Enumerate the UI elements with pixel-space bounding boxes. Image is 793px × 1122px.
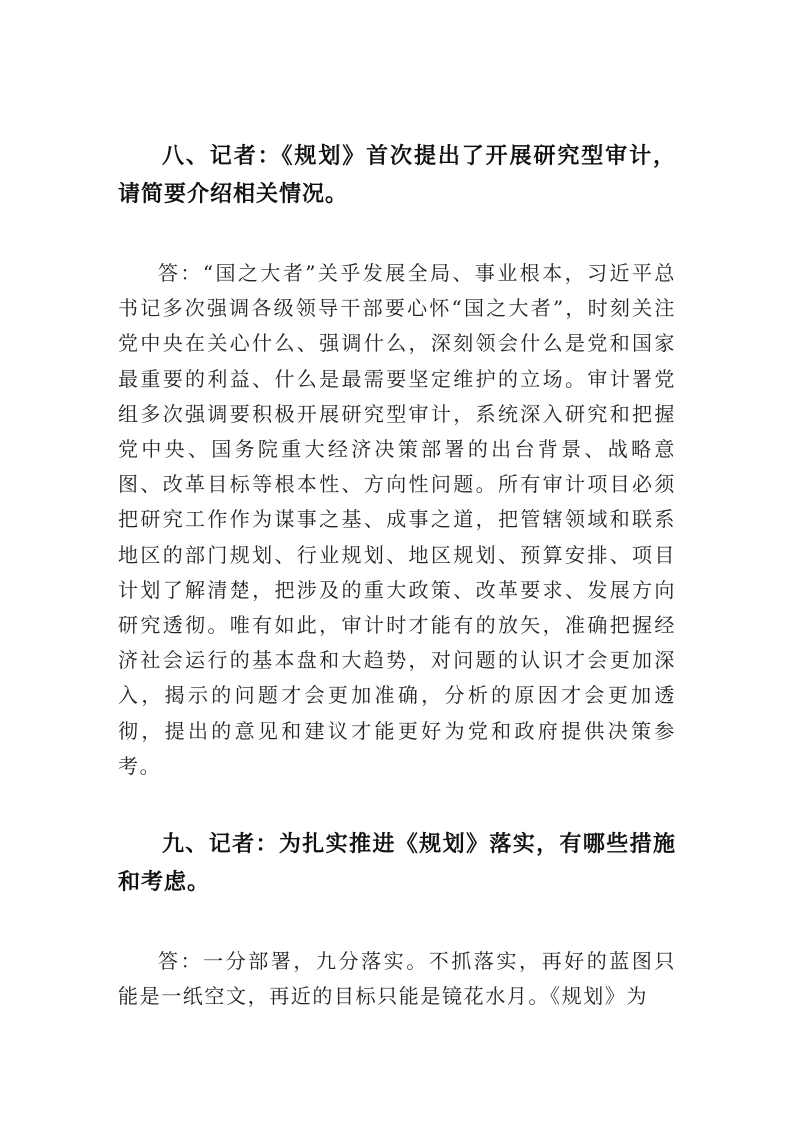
spacer: [118, 902, 676, 944]
section-heading: 九、记者：为扎实推进《规划》落实，有哪些措施和考虑。: [118, 832, 676, 896]
section-heading: 八、记者：《规划》首次提出了开展研究型审计，请简要介绍相关情况。: [118, 144, 676, 207]
section-paragraph: 答：“国之大者”关乎发展全局、事业根本，习近平总书记多次强调各级领导干部要心怀“国之大者”，时刻关注党中央在关心什么、强调什么，深刻领会什么是党和国家最重要的利益、什么是最需要坚定维护的立场。审计署党组多次强调要积极开展研究型审计，系统深入研究和把握党中央、国务院重大经济决策部署的出台背景、战略意图、改革目标等根本性、方向性问题。所有审计项目必须把研究工作作为谋事之基、成事之道，把管辖领域和联系地区的部门规划、行业规划、地区规划、预算安排、项目计划了解清楚，把涉及的重大政策、改革要求、发展方向研究透彻。唯有如此，审计时才能有的放矢，准确把握经济社会运行的基本盘和大趋势，对问题的认识才会更加深入，揭示的问题才会更加准确，分析的原因才会更加透彻，提出的意见和建议才能更好为党和政府提供决策参考。: [118, 261, 676, 778]
spacer: [118, 214, 676, 256]
spacer: [118, 784, 676, 826]
section-paragraph: 答：一分部署，九分落实。不抓落实，再好的蓝图只能是一纸空文，再近的目标只能是镜花水月。《规划》为: [118, 949, 676, 1009]
document-body: [118, 138, 676, 1014]
